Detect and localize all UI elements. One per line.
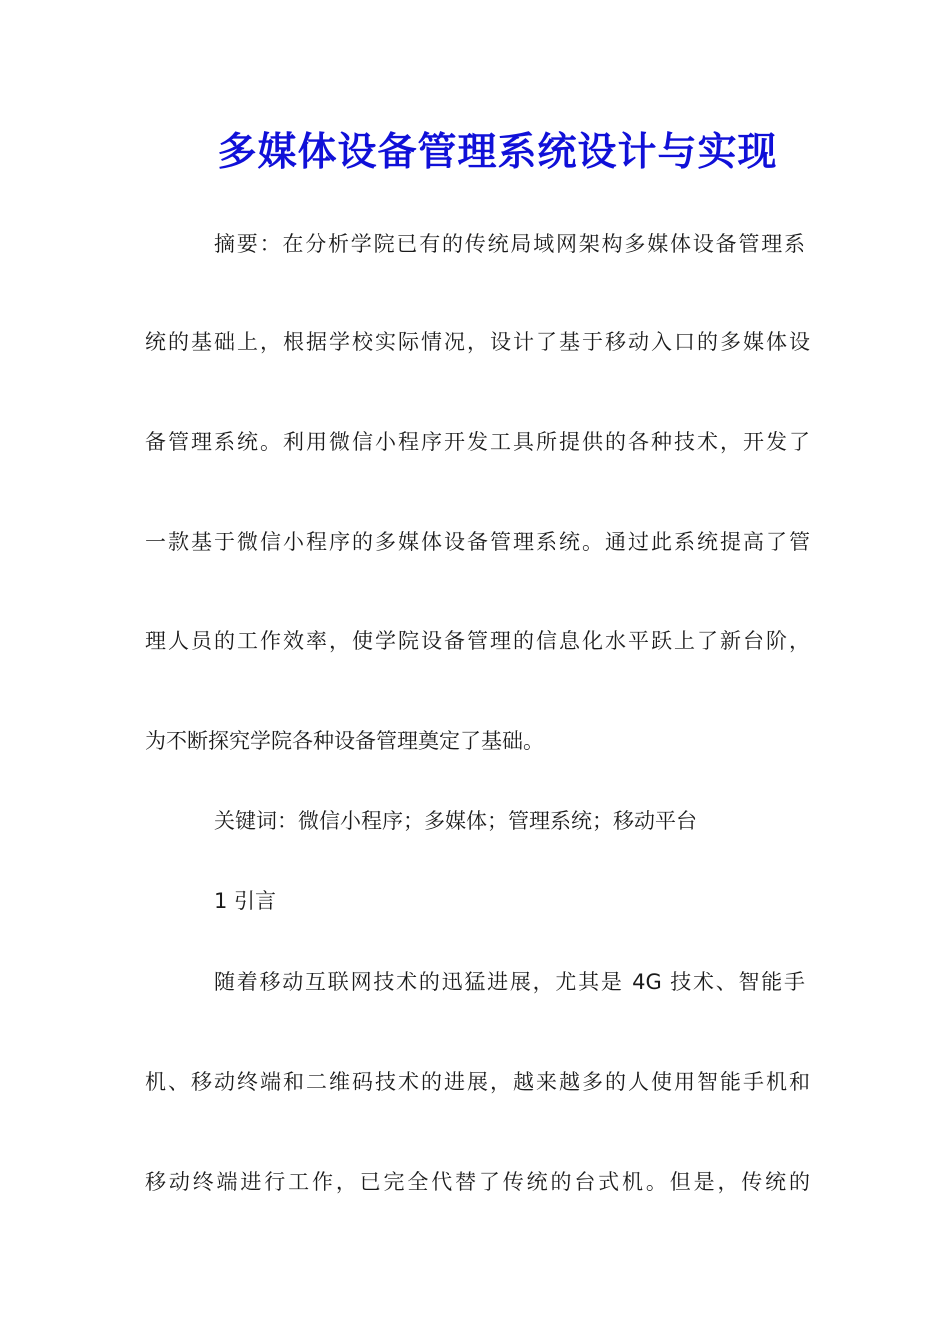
document-title: 多媒体设备管理系统设计与实现 xyxy=(217,129,778,175)
abstract-line: 为不断探究学院各种设备管理奠定了基础。 xyxy=(145,729,544,753)
abstract-line: 理人员的工作效率，使学院设备管理的信息化水平跃上了新台阶， xyxy=(145,629,810,653)
section-heading: 1 引言 xyxy=(214,889,277,913)
abstract-line: 一款基于微信小程序的多媒体设备管理系统。通过此系统提高了管 xyxy=(145,530,810,554)
keywords: 关键词：微信小程序；多媒体；管理系统；移动平台 xyxy=(214,809,697,833)
intro-line: 移动终端进行工作，已完全代替了传统的台式机。但是，传统的 xyxy=(145,1170,810,1194)
abstract-line: 统的基础上，根据学校实际情况，设计了基于移动入口的多媒体设 xyxy=(145,330,810,354)
abstract-line: 备管理系统。利用微信小程序开发工具所提供的各种技术，开发了 xyxy=(145,430,810,454)
abstract-line: 摘要：在分析学院已有的传统局域网架构多媒体设备管理系 xyxy=(214,232,805,256)
intro-line: 机、移动终端和二维码技术的进展，越来越多的人使用智能手机和 xyxy=(145,1070,810,1094)
intro-line: 随着移动互联网技术的迅猛进展，尤其是 4G 技术、智能手 xyxy=(214,970,805,994)
